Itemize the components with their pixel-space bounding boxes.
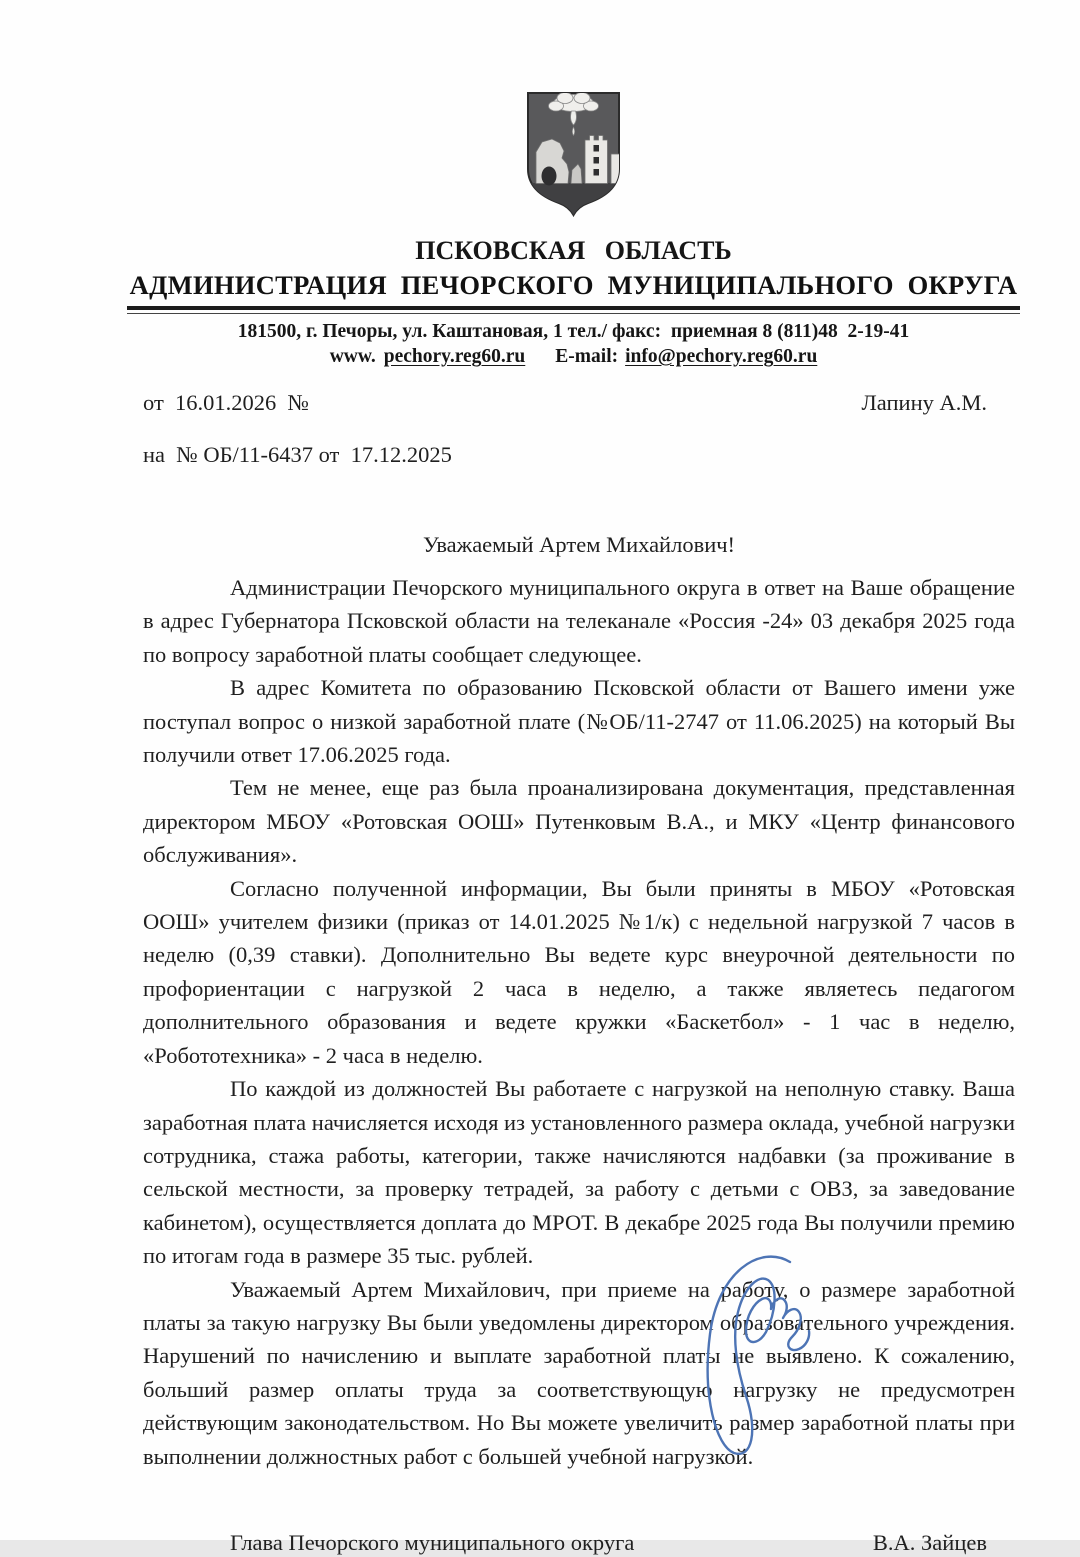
paragraph: По каждой из должностей Вы работаете с нагрузкой на неполную ставку. Ваша заработная плата начисляется исходя из установленного размера оклада, учебной нагрузки сотрудника, стажа работы, категории, также начисляются надбавки (за проживание в сельской местности, за проверку тетрадей, за работу с детьми с ОВЗ, за заведование кабинетом), осуществляется доплата до МРОТ. В декабре 2025 года Вы получили премию по итогам года в размере 35 тыс. рублей.	[143, 1076, 1015, 1269]
website-line	[127, 345, 1020, 369]
www-label: www.	[329, 346, 376, 367]
address-line: 181500, г. Печоры, ул. Каштановая, 1 тел./ факс: приемная 8 (811)48 2-19-41	[237, 321, 910, 342]
paragraph: Согласно полученной информации, Вы были приняты в МБОУ «Ротовская ООШ» учителем физики (приказ от 14.01.2025 №1/к) с недельной нагрузкой 7 часов в неделю (0,39 ставки). Дополнительно Вы ведете курс внеурочной деятельности по профориентации с нагрузкой 2 часа в неделю, а также являетесь педагогом дополнительного образования и ведете кружки «Баскетбол» - 1 час в неделю, «Робототехника» - 2 часа в неделю.	[143, 875, 1015, 1068]
email-link: info@pechory.reg60.ru	[625, 346, 818, 367]
signatory-name: В.А. Зайцев	[872, 1529, 987, 1555]
region-title: ПСКОВСКАЯ ОБЛАСТЬ	[415, 236, 732, 265]
signatory-position: Глава Печорского муниципального округа	[230, 1529, 635, 1555]
email-label: E-mail:	[555, 346, 619, 367]
letterhead-rule	[127, 306, 1020, 314]
handwritten-signature-icon	[690, 1248, 855, 1463]
coat-of-arms-icon	[525, 90, 622, 216]
addressee-name: Лапину А.М.	[861, 390, 987, 415]
letter-text	[143, 571, 1015, 1473]
signature-row	[143, 1529, 1015, 1557]
letter-body-column	[143, 389, 1015, 1557]
reference-row	[143, 389, 1015, 417]
website-link: pechory.reg60.ru	[383, 346, 526, 367]
outgoing-reference: от 16.01.2026 №	[143, 390, 310, 415]
salutation: Уважаемый Артем Михайлович!	[422, 532, 736, 557]
paragraph: Тем не менее, еще раз была проанализирована документация, представленная директором МБОУ «Ротовская ООШ» Путенковым В.А., и МКУ «Центр финансового обслуживания».	[143, 775, 1015, 868]
paragraph: Уважаемый Артем Михайлович, при приеме на работу, о размере заработной платы за такую нагрузку Вы были уведомлены директором образовательного учреждения. Нарушений по начислению и выплате заработной платы не выявлено. К сожалению, больший размер оплаты труда за соответствующую нагрузку не предусмотрен действующим законодательством. Но Вы можете увеличить размер заработной платы при выполнении должностных работ с большей учебной нагрузкой.	[143, 1276, 1015, 1469]
paragraph: В адрес Комитета по образованию Псковской области от Вашего имени уже поступал вопрос о низкой заработной плате (№ОБ/11-2747 от 11.06.2025) на который Вы получили ответ 17.06.2025 года.	[143, 675, 1015, 768]
organization-title: АДМИНИСТРАЦИЯ ПЕЧОРСКОГО МУНИЦИПАЛЬНОГО ОКРУГА	[129, 270, 1018, 300]
incoming-reference: на № ОБ/11-6437 от 17.12.2025	[143, 442, 452, 467]
paragraph: Администрации Печорского муниципального округа в ответ на Ваше обращение в адрес Губернатора Псковской области на телеканале «Россия -24» 03 декабря 2025 года по вопросу заработной платы сообщает следующее.	[143, 575, 1015, 667]
